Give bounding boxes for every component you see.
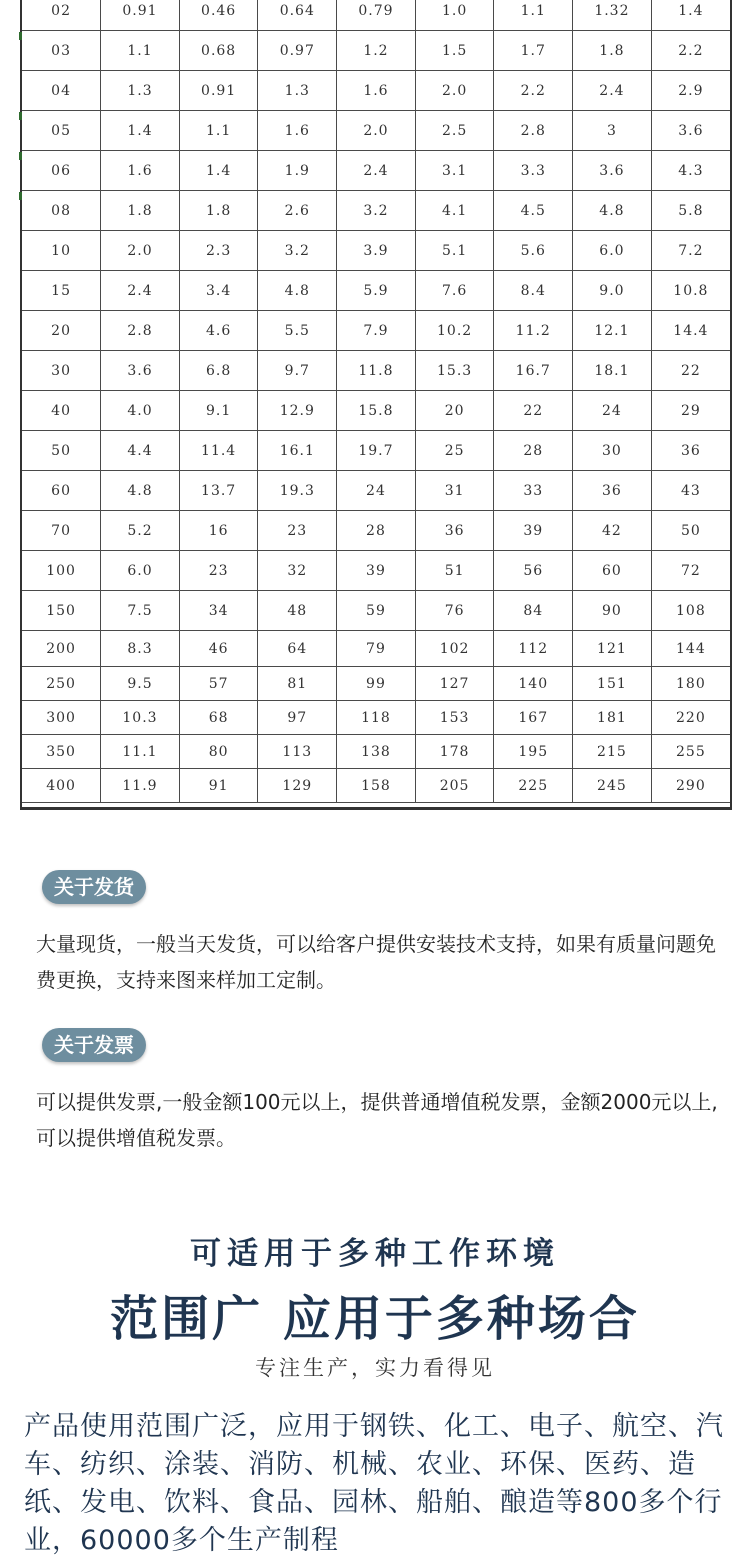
promo-slogan: 专注生产，实力看得见 [255,1356,495,1380]
table-cell: 7.6 [415,271,494,311]
table-row [22,351,730,391]
table-cell: 144 [651,631,730,667]
table-row [22,231,730,271]
table-cell: 245 [573,769,652,803]
table-cell: 3.6 [101,351,180,391]
table-row-header-cell: 06 [22,151,101,191]
table-cell: 0.46 [179,0,258,31]
table-cell: 11.4 [179,431,258,471]
table-cell: 5.2 [101,511,180,551]
table-cell: 50 [651,511,730,551]
table-cell: 1.3 [258,71,337,111]
table-cell: 80 [179,735,258,769]
table-cell: 1.2 [337,31,416,71]
table-cell: 0.68 [179,31,258,71]
edge-mark [19,32,22,40]
table-cell: 42 [573,511,652,551]
table-cell: 43 [651,471,730,511]
table-cell: 20 [415,391,494,431]
table-row [22,0,730,31]
table-cell: 290 [651,769,730,803]
table-cell: 24 [337,471,416,511]
table-cell: 16.1 [258,431,337,471]
table-cell: 151 [573,667,652,701]
table-cell: 2.8 [494,111,573,151]
table-cell: 31 [415,471,494,511]
table-cell: 255 [651,735,730,769]
table-cell: 127 [415,667,494,701]
edge-mark [19,112,22,120]
table-cell: 1.3 [101,71,180,111]
table-cell: 60 [573,551,652,591]
usage-description: 产品使用范围广泛，应用于钢铁、化工、电子、航空、汽车、纺织、涂装、消防、机械、农业、环保、医药、造纸、发电、饮料、食品、园林、船舶、酿造等800多个行业，60000多个生产制程 [24,1411,724,1556]
table-cell: 6.0 [101,551,180,591]
table-row-header-cell: 60 [22,471,101,511]
table-cell: 11.8 [337,351,416,391]
invoice-text: 可以提供发票,一般金额100元以上，提供普通增值税发票，金额2000元以上,可以提供增值税发票。 [36,1090,718,1150]
table-cell: 0.91 [179,71,258,111]
invoice-badge: 关于发票 [42,1028,146,1062]
table-cell: 22 [651,351,730,391]
table-cell: 1.1 [101,31,180,71]
table-cell: 3 [573,111,652,151]
table-cell: 9.0 [573,271,652,311]
table-cell: 129 [258,769,337,803]
table-cell: 99 [337,667,416,701]
promo-subtitle: 可适用于多种工作环境 [190,1236,560,1272]
table-row [22,431,730,471]
table-cell: 68 [179,701,258,735]
table-cell: 1.4 [179,151,258,191]
table-row-header-cell: 03 [22,31,101,71]
table-cell: 33 [494,471,573,511]
table-cell: 9.5 [101,667,180,701]
table-row [22,71,730,111]
table-cell: 15.3 [415,351,494,391]
table-row-header-cell: 04 [22,71,101,111]
table-cell: 34 [179,591,258,631]
table-cell: 25 [415,431,494,471]
table-row [22,591,730,631]
table-cell: 220 [651,701,730,735]
table-cell: 1.1 [494,0,573,31]
table-row-header-cell: 250 [22,667,101,701]
table-cell: 8.3 [101,631,180,667]
table-cell: 10.3 [101,701,180,735]
table-cell: 4.6 [179,311,258,351]
table-cell: 11.2 [494,311,573,351]
table-cell: 19.7 [337,431,416,471]
table-cell: 1.4 [101,111,180,151]
table-cell: 2.2 [651,31,730,71]
table-cell: 9.7 [258,351,337,391]
table-cell: 11.9 [101,769,180,803]
table-cell: 215 [573,735,652,769]
table-cell: 16 [179,511,258,551]
table-cell: 180 [651,667,730,701]
spec-table-body [22,0,730,803]
table-cell: 5.8 [651,191,730,231]
table-cell: 2.0 [101,231,180,271]
table-cell: 108 [651,591,730,631]
table-row-header-cell: 350 [22,735,101,769]
table-row-header-cell: 100 [22,551,101,591]
table-row-header-cell: 02 [22,0,101,31]
table-cell: 1.8 [101,191,180,231]
table-cell: 5.9 [337,271,416,311]
table-cell: 3.6 [651,111,730,151]
table-cell: 18.1 [573,351,652,391]
table-cell: 28 [337,511,416,551]
table-cell: 15.8 [337,391,416,431]
table-cell: 4.5 [494,191,573,231]
table-cell: 64 [258,631,337,667]
table-cell: 23 [258,511,337,551]
table-row-header-cell: 20 [22,311,101,351]
table-cell: 178 [415,735,494,769]
table-cell: 97 [258,701,337,735]
table-cell: 4.8 [258,271,337,311]
table-cell: 6.0 [573,231,652,271]
table-cell: 112 [494,631,573,667]
table-row-header-cell: 150 [22,591,101,631]
table-row [22,31,730,71]
table-cell: 81 [258,667,337,701]
table-cell: 2.9 [651,71,730,111]
table-row [22,631,730,667]
table-cell: 1.8 [573,31,652,71]
table-cell: 2.0 [337,111,416,151]
table-row-header-cell: 200 [22,631,101,667]
table-row-header-cell: 08 [22,191,101,231]
table-cell: 12.9 [258,391,337,431]
table-cell: 6.8 [179,351,258,391]
table-cell: 2.3 [179,231,258,271]
table-cell: 14.4 [651,311,730,351]
table-cell: 0.79 [337,0,416,31]
table-row [22,191,730,231]
table-cell: 29 [651,391,730,431]
table-row-header-cell: 10 [22,231,101,271]
table-cell: 84 [494,591,573,631]
table-cell: 36 [651,431,730,471]
table-cell: 23 [179,551,258,591]
table-row-header-cell: 400 [22,769,101,803]
table-row-header-cell: 50 [22,431,101,471]
table-cell: 46 [179,631,258,667]
table-cell: 2.0 [415,71,494,111]
promo-title: 范围广 应用于多种场合 [110,1291,640,1347]
table-cell: 167 [494,701,573,735]
table-row [22,701,730,735]
table-cell: 205 [415,769,494,803]
table-cell: 113 [258,735,337,769]
table-cell: 1.6 [337,71,416,111]
table-cell: 3.4 [179,271,258,311]
table-cell: 59 [337,591,416,631]
table-cell: 19.3 [258,471,337,511]
table-cell: 5.6 [494,231,573,271]
table-cell: 3.2 [258,231,337,271]
table-cell: 2.2 [494,71,573,111]
table-cell: 102 [415,631,494,667]
table-cell: 1.6 [258,111,337,151]
table-cell: 28 [494,431,573,471]
table-cell: 3.1 [415,151,494,191]
table-cell: 39 [494,511,573,551]
table-cell: 1.9 [258,151,337,191]
shipping-badge: 关于发货 [42,870,146,904]
table-row-header-cell: 70 [22,511,101,551]
table-cell: 4.8 [101,471,180,511]
table-cell: 79 [337,631,416,667]
table-cell: 1.0 [415,0,494,31]
table-row [22,151,730,191]
table-cell: 76 [415,591,494,631]
table-cell: 3.6 [573,151,652,191]
table-row-header-cell: 15 [22,271,101,311]
table-cell: 195 [494,735,573,769]
table-cell: 158 [337,769,416,803]
table-row [22,391,730,431]
table-cell: 3.2 [337,191,416,231]
table-cell: 4.1 [415,191,494,231]
spec-table-grid [22,0,730,803]
table-cell: 5.1 [415,231,494,271]
table-cell: 9.1 [179,391,258,431]
table-cell: 10.2 [415,311,494,351]
table-cell: 0.64 [258,0,337,31]
table-cell: 11.1 [101,735,180,769]
table-row-header-cell: 40 [22,391,101,431]
table-row [22,471,730,511]
table-row-header-cell: 30 [22,351,101,391]
table-cell: 4.8 [573,191,652,231]
table-row [22,311,730,351]
table-cell: 2.5 [415,111,494,151]
table-cell: 0.97 [258,31,337,71]
table-cell: 12.1 [573,311,652,351]
table-cell: 1.7 [494,31,573,71]
table-cell: 72 [651,551,730,591]
table-cell: 1.1 [179,111,258,151]
table-cell: 16.7 [494,351,573,391]
table-cell: 22 [494,391,573,431]
table-cell: 1.8 [179,191,258,231]
table-cell: 140 [494,667,573,701]
table-cell: 32 [258,551,337,591]
table-cell: 56 [494,551,573,591]
table-row [22,667,730,701]
table-cell: 2.8 [101,311,180,351]
table-cell: 3.3 [494,151,573,191]
table-cell: 51 [415,551,494,591]
table-cell: 2.4 [101,271,180,311]
table-row [22,551,730,591]
table-row [22,735,730,769]
table-cell: 118 [337,701,416,735]
table-cell: 2.6 [258,191,337,231]
table-cell: 121 [573,631,652,667]
table-cell: 181 [573,701,652,735]
table-cell: 4.0 [101,391,180,431]
table-cell: 13.7 [179,471,258,511]
table-cell: 4.3 [651,151,730,191]
table-row [22,271,730,311]
table-cell: 225 [494,769,573,803]
table-cell: 36 [415,511,494,551]
table-cell: 90 [573,591,652,631]
table-cell: 91 [179,769,258,803]
table-cell: 3.9 [337,231,416,271]
edge-mark [19,192,22,200]
table-cell: 1.4 [651,0,730,31]
table-cell: 1.6 [101,151,180,191]
table-cell: 1.5 [415,31,494,71]
table-cell: 57 [179,667,258,701]
table-cell: 36 [573,471,652,511]
table-row [22,511,730,551]
table-cell: 7.9 [337,311,416,351]
table-row-header-cell: 300 [22,701,101,735]
table-cell: 2.4 [337,151,416,191]
table-cell: 4.4 [101,431,180,471]
table-cell: 8.4 [494,271,573,311]
shipping-text: 大量现货，一般当天发货，可以给客户提供安装技术支持，如果有质量问题免费更换，支持来图来样加工定制。 [36,932,716,992]
table-cell: 24 [573,391,652,431]
table-cell: 30 [573,431,652,471]
table-cell: 1.32 [573,0,652,31]
table-cell: 5.5 [258,311,337,351]
table-cell: 7.5 [101,591,180,631]
spec-table [20,0,732,810]
table-row [22,769,730,803]
table-cell: 7.2 [651,231,730,271]
table-cell: 10.8 [651,271,730,311]
table-row-header-cell: 05 [22,111,101,151]
edge-mark [19,152,22,160]
table-row [22,111,730,151]
table-cell: 0.91 [101,0,180,31]
table-cell: 48 [258,591,337,631]
table-cell: 153 [415,701,494,735]
table-cell: 138 [337,735,416,769]
table-cell: 39 [337,551,416,591]
table-cell: 2.4 [573,71,652,111]
